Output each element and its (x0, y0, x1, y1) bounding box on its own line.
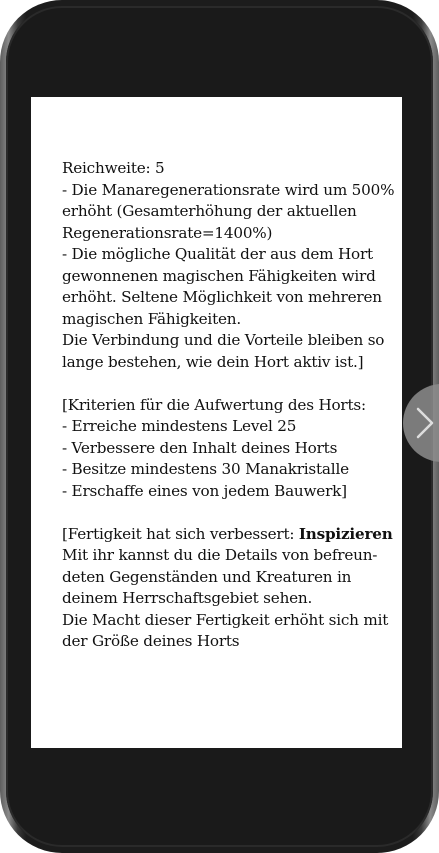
text-line: - Verbessere den Inhalt deines Horts (62, 438, 338, 457)
skill-line (62, 524, 393, 546)
text-line: deten Gegenständen und Kreaturen in (62, 567, 352, 586)
skill-name: Inspizieren (298, 524, 393, 543)
text-line: Regenerationsrate=1400%) (62, 223, 273, 242)
text-line: erhöht. Seltene Möglichkeit von mehreren (62, 288, 382, 306)
page-text (62, 158, 395, 653)
text-line: - Besitze mindestens 30 Manakristalle (62, 460, 349, 478)
chevron-right-icon (414, 406, 436, 440)
text-line: Mit ihr kannst du die Details von befreun- (62, 546, 378, 564)
text-line: - Erreiche mindestens Level 25 (62, 417, 297, 435)
blank-line (62, 502, 382, 524)
text-line: magischen Fähigkeiten. (62, 309, 241, 328)
reader-page (31, 97, 402, 748)
text-line: Die Verbindung und die Vorteile bleiben so (62, 331, 385, 349)
text-line: deinem Herrschaftsgebiet sehen. (62, 589, 313, 607)
text-line: lange bestehen, wie dein Hort aktiv ist.] (62, 352, 364, 371)
text-line: erhöht (Gesamterhöhung der aktuellen (62, 202, 357, 220)
text-line: - Die mögliche Qualität der aus dem Hort (62, 245, 373, 263)
text-line: - Erschaffe eines von jedem Bauwerk] (62, 481, 347, 500)
text-line: - Die Manaregenerationsrate wird um 500% (62, 180, 395, 199)
skill-prefix: [Fertigkeit hat sich verbessert: (62, 524, 299, 543)
text-line: Reichweite: 5 (62, 159, 165, 177)
text-line: der Größe deines Horts (62, 632, 240, 650)
text-line: gewonnenen magischen Fähigkeiten wird (62, 266, 376, 285)
blank-line (62, 373, 382, 395)
text-line: Die Macht dieser Fertigkeit erhöht sich mit (62, 610, 389, 629)
text-line: [Kriterien für die Aufwertung des Horts: (62, 395, 366, 414)
